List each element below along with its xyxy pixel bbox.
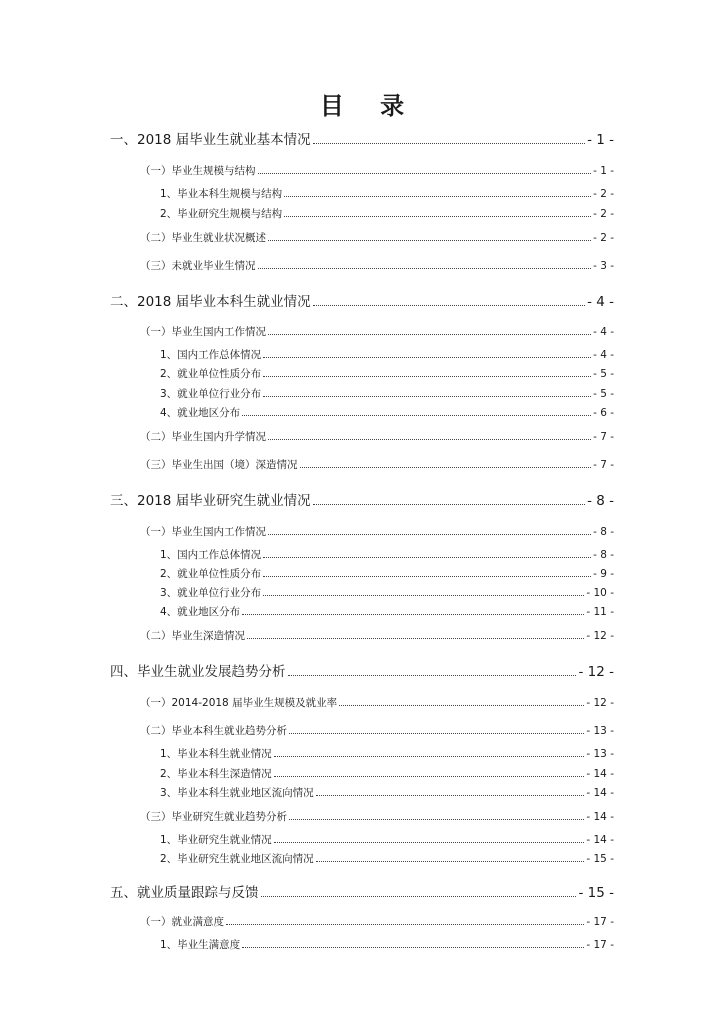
toc-section[interactable] xyxy=(140,723,614,738)
toc-page-number: - 4 - xyxy=(587,294,614,310)
toc-subsection[interactable] xyxy=(160,186,614,201)
toc-page-number: - 1 - xyxy=(593,165,614,177)
dot-leader xyxy=(263,357,591,358)
toc-entry-label: （三）毕业生出国（境）深造情况 xyxy=(140,459,298,471)
dot-leader xyxy=(226,924,584,925)
toc-entry-label: 1、国内工作总体情况 xyxy=(160,349,262,361)
toc-entry-label: （一）就业满意度 xyxy=(140,916,224,928)
toc-chapter[interactable] xyxy=(110,489,614,509)
toc-page-number: - 14 - xyxy=(586,787,614,799)
toc-entry-label: 2、毕业本科生深造情况 xyxy=(160,768,272,780)
toc-page-number: - 11 - xyxy=(586,606,614,618)
dot-leader xyxy=(274,776,585,777)
toc-page-number: - 13 - xyxy=(586,748,614,760)
toc-entry-label: 4、就业地区分布 xyxy=(160,407,241,419)
toc-section[interactable] xyxy=(140,163,614,178)
toc-entry-label: 3、毕业本科生就业地区流向情况 xyxy=(160,787,314,799)
dot-leader xyxy=(289,733,584,734)
toc-section[interactable] xyxy=(140,809,614,824)
toc-subsection[interactable] xyxy=(160,366,614,381)
toc-page-number: - 3 - xyxy=(593,260,614,272)
toc-section[interactable] xyxy=(140,258,614,273)
toc-subsection[interactable] xyxy=(160,585,614,600)
dot-leader xyxy=(268,334,591,335)
dot-leader xyxy=(284,196,591,197)
dot-leader xyxy=(313,143,585,144)
dot-leader xyxy=(274,756,585,757)
toc-subsection[interactable] xyxy=(160,766,614,781)
toc-page-number: - 15 - xyxy=(578,885,614,901)
toc-section[interactable] xyxy=(140,324,614,339)
toc-entry-label: 3、就业单位行业分布 xyxy=(160,587,262,599)
dot-leader xyxy=(339,705,584,706)
toc-entry-label: 4、就业地区分布 xyxy=(160,606,241,618)
toc-page-number: - 8 - xyxy=(587,493,614,509)
dot-leader xyxy=(242,415,591,416)
toc-chapter[interactable] xyxy=(110,881,614,901)
toc-entry-label: （一）毕业生国内工作情况 xyxy=(140,326,266,338)
toc-entry-label: 2、毕业研究生规模与结构 xyxy=(160,208,283,220)
dot-leader xyxy=(258,173,592,174)
toc-entry-label: （三）未就业毕业生情况 xyxy=(140,260,256,272)
toc-entry-label: 2、就业单位性质分布 xyxy=(160,568,262,580)
toc-page-number: - 12 - xyxy=(586,630,614,642)
dot-leader xyxy=(261,896,577,897)
toc-entry-label: 2、就业单位性质分布 xyxy=(160,368,262,380)
toc-page-number: - 5 - xyxy=(593,368,614,380)
toc-entry-label: （二）毕业生就业状况概述 xyxy=(140,232,266,244)
toc-entry-label: （一）毕业生规模与结构 xyxy=(140,165,256,177)
toc-subsection[interactable] xyxy=(160,851,614,866)
toc-section[interactable] xyxy=(140,914,614,929)
dot-leader xyxy=(268,240,591,241)
toc-entry-label: 三、2018 届毕业研究生就业情况 xyxy=(110,493,311,509)
toc-page-number: - 2 - xyxy=(593,188,614,200)
toc-subsection[interactable] xyxy=(160,832,614,847)
dot-leader xyxy=(316,795,585,796)
dot-leader xyxy=(242,614,584,615)
toc-entry-label: 1、毕业研究生就业情况 xyxy=(160,834,272,846)
toc-subsection[interactable] xyxy=(160,405,614,420)
toc-entry-label: 1、国内工作总体情况 xyxy=(160,549,262,561)
toc-entry-label: （二）毕业生深造情况 xyxy=(140,630,245,642)
toc-subsection[interactable] xyxy=(160,785,614,800)
toc-subsection[interactable] xyxy=(160,566,614,581)
toc-entry-label: 一、2018 届毕业生就业基本情况 xyxy=(110,132,311,148)
toc-entry-label: 1、毕业本科生就业情况 xyxy=(160,748,272,760)
dot-leader xyxy=(263,396,591,397)
dot-leader xyxy=(288,675,577,676)
toc-section[interactable] xyxy=(140,524,614,539)
toc-entry-label: 1、毕业本科生规模与结构 xyxy=(160,188,283,200)
toc-page-number: - 14 - xyxy=(586,811,614,823)
toc-chapter[interactable] xyxy=(110,660,614,680)
toc-entry-label: 2、毕业研究生就业地区流向情况 xyxy=(160,853,314,865)
toc-subsection[interactable] xyxy=(160,206,614,221)
toc-page-number: - 13 - xyxy=(586,725,614,737)
toc-section[interactable] xyxy=(140,457,614,472)
toc-subsection[interactable] xyxy=(160,746,614,761)
dot-leader xyxy=(274,842,585,843)
toc-page-number: - 6 - xyxy=(593,407,614,419)
dot-leader xyxy=(268,534,591,535)
toc-entry-label: 3、就业单位行业分布 xyxy=(160,388,262,400)
toc-page-number: - 5 - xyxy=(593,388,614,400)
toc-entry-label: 四、毕业生就业发展趋势分析 xyxy=(110,664,286,680)
dot-leader xyxy=(263,376,591,377)
toc-page-number: - 12 - xyxy=(586,697,614,709)
toc-entry-label: （一）毕业生国内工作情况 xyxy=(140,526,266,538)
toc-page-number: - 8 - xyxy=(593,526,614,538)
toc-entry-label: 1、毕业生满意度 xyxy=(160,939,241,951)
dot-leader xyxy=(263,595,584,596)
toc-page-number: - 15 - xyxy=(586,853,614,865)
toc-subsection[interactable] xyxy=(160,547,614,562)
toc-entry-label: （二）毕业本科生就业趋势分析 xyxy=(140,725,287,737)
page-title: 目 录 xyxy=(319,92,419,120)
toc-page-number: - 4 - xyxy=(593,349,614,361)
toc-page-number: - 2 - xyxy=(593,208,614,220)
toc-page-number: - 8 - xyxy=(593,549,614,561)
dot-leader xyxy=(247,638,584,639)
dot-leader xyxy=(300,467,592,468)
toc-chapter[interactable] xyxy=(110,290,614,310)
dot-leader xyxy=(289,819,584,820)
dot-leader xyxy=(313,504,585,505)
toc-page-number: - 14 - xyxy=(586,834,614,846)
toc-entry-label: （二）毕业生国内升学情况 xyxy=(140,431,266,443)
toc-page-number: - 10 - xyxy=(586,587,614,599)
dot-leader xyxy=(242,947,584,948)
toc-entry-label: （三）毕业研究生就业趋势分析 xyxy=(140,811,287,823)
toc-page-number: - 1 - xyxy=(587,132,614,148)
toc-section[interactable] xyxy=(140,429,614,444)
toc-subsection[interactable] xyxy=(160,386,614,401)
dot-leader xyxy=(268,439,591,440)
toc-section[interactable] xyxy=(140,230,614,245)
toc-subsection[interactable] xyxy=(160,937,614,952)
toc-entry-label: 五、就业质量跟踪与反馈 xyxy=(110,885,259,901)
toc-page-number: - 7 - xyxy=(593,431,614,443)
toc-page-number: - 7 - xyxy=(593,459,614,471)
toc-page-number: - 2 - xyxy=(593,232,614,244)
toc-page-number: - 14 - xyxy=(586,768,614,780)
toc-section[interactable] xyxy=(140,628,614,643)
toc-chapter[interactable] xyxy=(110,128,614,148)
toc-subsection[interactable] xyxy=(160,604,614,619)
dot-leader xyxy=(313,305,585,306)
toc-page-number: - 17 - xyxy=(586,939,614,951)
dot-leader xyxy=(263,576,591,577)
toc-section[interactable] xyxy=(140,695,614,710)
dot-leader xyxy=(258,268,592,269)
toc-page-number: - 12 - xyxy=(578,664,614,680)
toc-page-number: - 9 - xyxy=(593,568,614,580)
dot-leader xyxy=(263,557,591,558)
toc-subsection[interactable] xyxy=(160,347,614,362)
dot-leader xyxy=(284,216,591,217)
toc-page-number: - 17 - xyxy=(586,916,614,928)
toc-page-number: - 4 - xyxy=(593,326,614,338)
dot-leader xyxy=(316,861,585,862)
toc-entry-label: 二、2018 届毕业本科生就业情况 xyxy=(110,294,311,310)
toc-entry-label: （一）2014-2018 届毕业生规模及就业率 xyxy=(140,697,338,709)
